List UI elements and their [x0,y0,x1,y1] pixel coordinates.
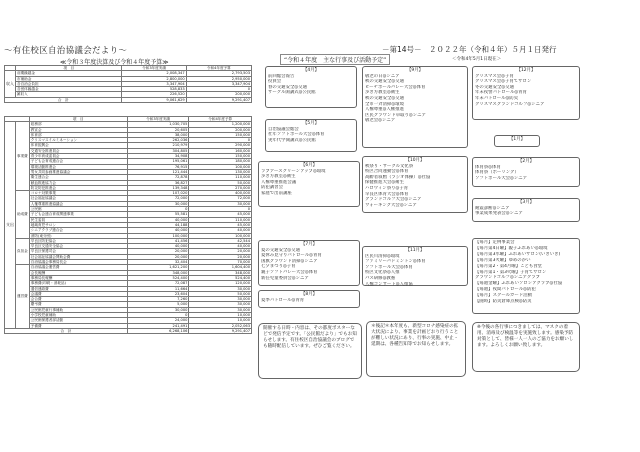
month-event-item: ラブアースクリーンアップ◎環境 [261,168,326,174]
month-event-item: ビーチボールバレー大会◎体育 [365,84,426,90]
expense-budget: 0 [189,138,252,143]
expense-budget: 30,000 [189,286,252,291]
month-label: 【1月】 [509,137,525,142]
expense-total-row [5,328,252,333]
expense-actual: 30,000 [127,201,189,206]
month-label: 【4月】 [303,68,319,73]
month-event-item: 防犯講習会 [261,185,283,191]
month-event-item: 年末パトロール◎防災 [475,95,519,101]
expense-budget: 40,000 [189,244,252,249]
month-event-item: 年末夜警パトロール◎青育 [475,90,527,96]
expense-subgroup-label: 負担金 [16,238,30,264]
expense-actual: 1,030,705 [127,122,189,127]
expense-column-header: 令和3年度実績 [127,117,189,122]
expense-item: 早良区交通安全協会 [29,244,127,249]
month-label: 【3月】 [518,200,534,205]
expense-column-header: 令和4年度予算 [189,117,252,122]
expense-budget: 0 [189,207,252,212]
month-box-july [258,240,360,286]
expense-budget: 72,000 [189,196,252,201]
expense-item: 衛生連合会 [29,175,127,180]
expense-item: 男女共同参画推進協議会 [29,169,127,174]
month-label: 【2月】 [518,159,534,164]
income-total-label: 合 計 [5,97,122,102]
income-budget: 3,347,904 [186,81,251,86]
month-box-february [472,157,580,187]
expense-item: 青少年育成委員会 [29,154,127,159]
expense-actual: 72,087 [127,281,189,286]
month-event-item: 事業成果発表会◎シニア [475,211,523,217]
month-box-january [494,135,540,147]
month-box-november [362,246,468,286]
month-event-item: 歩き方教室◎衛生 [365,90,400,96]
month-event-item: 歩き方教室◎衛生 [261,174,296,180]
expense-budget: 10,000 [189,318,252,323]
expense-item: 早良区防犯協会 [29,238,127,243]
expense-total-label: 合 計 [5,328,128,333]
income-item: 各自治会負担 [16,81,122,86]
month-event-item: 早良区体育大会◎体育 [365,191,409,197]
expense-budget: 50,000 [189,291,252,296]
expense-budget: 524,400 [189,275,252,280]
month-label: 【6月】 [301,163,317,168]
expense-item: シニアクラブ連合会 [29,228,127,233]
month-event-item: 秋の交通安全◎交通 [365,79,404,85]
income-actual: 3,347,904 [122,81,186,86]
income-column-header: 令和3年度実績 [122,66,186,71]
expense-actual: 23,604 [127,291,189,296]
expense-budget: 40,000 [189,228,252,233]
month-event-item: 新任児童委員会◎シニア [261,275,309,281]
month-box-october [362,156,468,213]
month-label: 【8月】 [301,292,317,297]
expense-item: 慶弔費 [29,302,127,307]
expense-item: 交通安全推進員会 [29,148,127,153]
month-event-item: 前回総会報告 [268,73,295,79]
month-box-september [362,66,468,148]
expense-actual: 121,444 [127,169,189,174]
expense-actual: 7,260 [127,297,189,302]
month-event-item: 保健推進大会◎衛生 [365,180,404,186]
expense-budget: 70,000 [189,260,252,265]
expense-actual: 36,827 [127,180,189,185]
expense-subgroup-label: 運営費 [16,265,30,329]
expense-actual: 304,805 [127,148,189,153]
income-group-label: 収入 [5,71,16,97]
expense-budget: 20,000 [189,249,252,254]
income-column-header: 項 目 [16,66,122,71]
expense-actual: 195,061 [127,159,189,164]
income-actual: 528,833 [122,87,186,92]
expense-item: 自治協議会事務局長会 [29,260,127,265]
income-total-budget: 9,291,407 [186,97,251,102]
issue-info: －第14号－ ２０２２年（令和４年）５月１日発行 [382,45,557,54]
expense-budget: 2,052,063 [189,323,252,328]
expense-item: 通信連絡費 [29,286,127,291]
expense-item: 社会福祉協議会 [29,196,127,201]
regular-event-item: 【毎月】スクールガード活動 [475,293,532,299]
month-event-item: 家庭で出前講座 [261,190,292,196]
regular-events-title: 【毎月】定例事業会 [475,240,515,245]
expense-actual: 72,878 [127,175,189,180]
income-actual: 2,008,347 [122,71,186,76]
month-event-item: ソフトボール大会◎体育 [365,264,413,270]
income-budget: 0 [186,87,251,92]
income-budget: 2,950,000 [186,76,251,81]
month-event-item: サークル開講式◎公民館 [268,90,316,96]
expense-actual: 72,000 [127,196,189,201]
expense-budget: 30,000 [189,302,252,307]
regular-event-item: 【毎月第3水曜】ふれあいサロン(いきいき) [475,251,561,257]
expense-budget: 180,000 [189,159,252,164]
expense-actual: 0 [127,207,189,212]
expense-budget: 110,000 [189,217,252,222]
expense-item: 会長報酬 [29,270,127,275]
month-event-item: クリスマス会◎子育 [475,73,514,79]
expense-budget: 42,544 [189,238,252,243]
expense-budget: 50,000 [189,180,252,185]
note-announcement: 開催する日時・内容は、その都度ポスターなどで発信予定です。「公民館だより」でもお知らせします。有住校区自治協議会のブログでも随時配信しています。ぜひご覧ください。 [258,323,362,379]
expense-column-header: 項 目 [29,117,127,122]
month-event-item: 校区合同運動会◎体育 [365,169,409,175]
regular-event-item: 【毎月第4日曜】親子ふれあい◎環境 [475,245,548,251]
month-event-item: クリスマス会◎子育てサロン [475,79,532,85]
month-event-item: 春の交通安全◎交通 [268,84,307,90]
note-postscript: ＊後記＊本年度も、新型コロナ感染症の拡大状況により、事業を計画どおり行うことが難しい状況にあり、行事の実施、中止・延期は、各種告知等でお知らせします。 [366,321,466,377]
expense-actual: 40,000 [127,228,189,233]
expense-actual: 40,000 [127,217,189,222]
expense-budget: 45,000 [189,222,252,227]
expense-actual: 139,348 [127,185,189,190]
expense-item: 民生委員 [29,217,127,222]
expense-actual: 76,915 [127,164,189,169]
events-title: “令和４年度 主な行事及び活動予定” [280,54,390,65]
month-event-item: 敬老の日◎シニア [365,73,400,79]
month-event-item: 全市一斉清掃◎環境 [365,101,404,107]
regular-event-item: 【随時】防災倉庫点検◎防災 [475,299,532,305]
expense-actual: 241,491 [127,323,189,328]
month-event-item: 親子ソフトバレー大会◎体育 [261,269,318,275]
expense-budget: 45,000 [189,212,252,217]
expense-actual: 55,581 [127,212,189,217]
expense-item: 小学校児童補助 [29,312,127,317]
expense-actual: 100,000 [127,233,189,238]
expense-actual: 20,000 [127,254,189,259]
expense-budget: 100,000 [189,164,252,169]
month-label: 【7月】 [301,242,317,247]
month-box-may [265,119,357,152]
expense-budget: 400,000 [189,191,252,196]
month-event-item: 夏季パトロール◎青育 [261,297,305,303]
expense-budget: 150,000 [189,132,252,137]
note-infection-control: ※今後の各行事につきましては、マスクの着用、消毒及び検温等を実施致します。感染予防対策として、皆様一人一人のご協力をお願いします。よろしくお願い致します。 [472,322,580,372]
income-actual: 2,800,000 [122,76,186,81]
month-label: 【12月】 [516,68,536,73]
expense-subgroup-label: 助成費 [16,191,30,239]
month-event-item: 役員会 [268,79,282,85]
month-box-march [472,198,580,222]
expense-item: 消防(東分団) [29,233,127,238]
expense-item: 体育部 [29,132,127,137]
expense-actual: 30,000 [127,307,189,312]
income-item: 雑収入 [16,92,122,97]
month-event-item: 体育祭（ボーリング） [475,170,519,176]
expense-item: 会議費 [29,291,127,296]
month-event-item: 国旗グラウンド清掃◎シニア [261,258,318,264]
expense-budget: 270,000 [189,185,252,190]
month-event-item: 耐震診断◎シニア [475,205,510,211]
expense-actual: 107,020 [127,191,189,196]
month-event-item: 敬老会◎シニア [365,118,396,124]
income-item: 前期繰越金 [16,71,122,76]
expense-actual: 210,979 [127,143,189,148]
expense-actual: 524,400 [127,275,189,280]
month-event-item: グランドゴルフ大会◎シニア [365,197,422,203]
expense-actual: 5,000 [127,302,189,307]
expense-item: 事務局長報酬 [29,275,127,280]
expense-actual: 1,621,200 [127,265,189,270]
expense-budget: 30,000 [189,201,252,206]
expense-subgroup-label: 事業費 [16,122,30,191]
month-event-item: 冬の交通安全◎交通 [475,84,514,90]
expense-actual: 32,404 [127,260,189,265]
expense-item: 献血推進協力会 [29,180,127,185]
month-event-item: ソフトボール大会◎シニア [475,175,528,181]
expense-actual: 40,000 [127,244,189,249]
expense-budget: 348,000 [189,270,252,275]
expense-item: 会合費 [29,297,127,302]
expense-actual: 24,000 [127,318,189,323]
regular-event-item: 【毎週金曜】ふれあいソロシアクラブ◎社協 [475,281,563,287]
regular-event-item: グラウンドゴルフ◎シニアクラブ [475,275,540,281]
events-as-of: ＜令和4年5月1日現在＞ [452,57,502,62]
income-total-row [5,97,252,102]
month-event-item: 七夕まつり◎子育 [261,264,296,270]
month-event-item: 高齢者叙勲（ラジオ体操）◎社協 [365,174,431,180]
expense-budget: 1,200,000 [189,122,252,127]
expense-item: 公民館保護者部活動 [29,318,127,323]
month-event-item: 夏の交通安全◎交通 [261,247,300,253]
income-budget: 2,793,503 [186,71,251,76]
expense-budget: 130,000 [189,169,252,174]
expense-item: 教宣会 [29,127,127,132]
expense-actual: 34,908 [127,154,189,159]
month-event-item: 体育祭◎体育 [475,164,501,170]
month-event-item: 夏休み見守りパトロール◎青育 [261,253,322,259]
expense-group-label: 支出 [5,122,16,329]
regular-event-item: 【毎月第1・第3火曜】子育てサロン [475,269,547,275]
expense-item: 公民館児童行事補助 [29,307,127,312]
newsletter-title: ～有住校区自治協議会だより～ [4,46,128,56]
expense-budget: 120,000 [189,281,252,286]
month-label: 【5月】 [303,121,319,126]
month-event-item: 区民川清掃◎環境 [365,253,400,259]
month-event-item: 社年ソフトボール大会◎体育 [268,132,325,138]
expense-budget: 10,000 [189,312,252,317]
expense-actual: 20,000 [127,249,189,254]
expense-table [4,116,252,334]
income-total-actual: 9,061,629 [122,97,186,102]
expense-item: 子ども会育成連合会 [29,159,127,164]
income-actual: 226,520 [122,92,186,97]
regular-event-item: 【毎週】夜間パトロール◎防犯 [475,287,536,293]
expense-actual: 38,000 [127,132,189,137]
expense-item: コロナ対策事業 [29,191,127,196]
month-label: 【10月】 [405,158,425,163]
expense-budget: 150,000 [189,154,252,159]
expense-item: 防災防犯推進会 [29,185,127,190]
income-table [4,65,252,103]
expense-total-actual: 6,268,106 [127,328,189,333]
expense-item: 公民館 [29,207,127,212]
expense-budget: 290,000 [189,143,252,148]
expense-item: 予備費 [29,323,127,328]
expense-item: 環境活動推進会 [29,164,127,169]
income-budget: 200,000 [186,92,251,97]
month-event-item: 人権コンサート◎人推協 [365,281,413,287]
expense-item: 自治協議会運営費 [29,265,127,270]
expense-item: 社会福祉協議会賛助会費 [29,254,127,259]
month-event-item: 区民グラウンド草取り◎シニア [365,112,426,118]
month-event-item: 人権尊重◎人権推進 [365,107,404,113]
income-item: 市補助金 [16,76,122,81]
expense-actual: 11,664 [127,286,189,291]
expense-actual: 0 [127,312,189,317]
expense-budget: 30,000 [189,307,252,312]
month-event-item: 校区文化祭◎人推 [365,270,400,276]
month-label: 【9月】 [407,68,423,73]
month-box-april [265,66,357,108]
expense-item: 人権尊重推進協議会 [29,201,127,206]
expense-budget: 30,000 [189,297,252,302]
expense-budget: 160,000 [189,148,252,153]
income-column-header: 令和4年度予算 [186,66,251,71]
expense-item: 体育振興会 [29,143,127,148]
month-event-item: ハロウィン祭り◎子育 [365,185,409,191]
month-event-item: クリスマスグランドゴルフ◎シニア [475,101,545,107]
expense-total-budget: 9,291,407 [189,328,252,333]
month-event-item: 秋祭り・サークル文化祭 [365,163,414,169]
expense-actual: 20,605 [127,127,189,132]
expense-item: 子ども会連合育成関連事業 [29,212,127,217]
month-box-june [258,161,360,207]
expense-actual: 44,188 [127,222,189,227]
month-event-item: ファミリーバドミントン◎体育 [365,259,426,265]
expense-actual: 41,456 [127,238,189,243]
month-event-item: バス研修◎教養 [365,275,396,281]
expense-budget: 110,000 [189,175,252,180]
regular-event-item: 【毎月第2・第4月曜】こども食堂 [475,263,543,269]
month-event-item: 人権尊重推進会議 [261,179,297,185]
expense-item: 地域育児サロン [29,222,127,227]
month-label: 【11月】 [405,248,425,253]
month-event-item: 秋の交通安全◎交通 [365,95,404,101]
regular-events-box [472,238,580,314]
month-event-item: 実年代学開講式◎公民館 [268,137,316,143]
expense-item: 早良区保護司会 [29,249,127,254]
expense-actual: 348,000 [127,270,189,275]
budget-section-title: ≪令和３年度決算及び令和４年度予算≫ [60,59,169,66]
income-item: 各団体繰越金 [16,87,122,92]
expense-budget: 200,000 [189,127,252,132]
month-box-august [258,290,360,308]
expense-item: クリスマスイルミネーション [29,138,127,143]
month-event-item: 自治協議会総会 [268,126,299,132]
month-box-december [472,66,580,120]
expense-budget: 1,604,400 [189,265,252,270]
expense-actual: 262,036 [127,138,189,143]
month-event-item: ウォーキング大会◎シニア [365,202,417,208]
expense-item: 事務費(印刷・消耗品) [29,281,127,286]
expense-budget: 20,000 [189,254,252,259]
expense-budget: 100,000 [189,233,252,238]
expense-item: 総務部 [29,122,127,127]
regular-event-item: 【毎月第3火曜】ゆめのかい [475,257,531,263]
